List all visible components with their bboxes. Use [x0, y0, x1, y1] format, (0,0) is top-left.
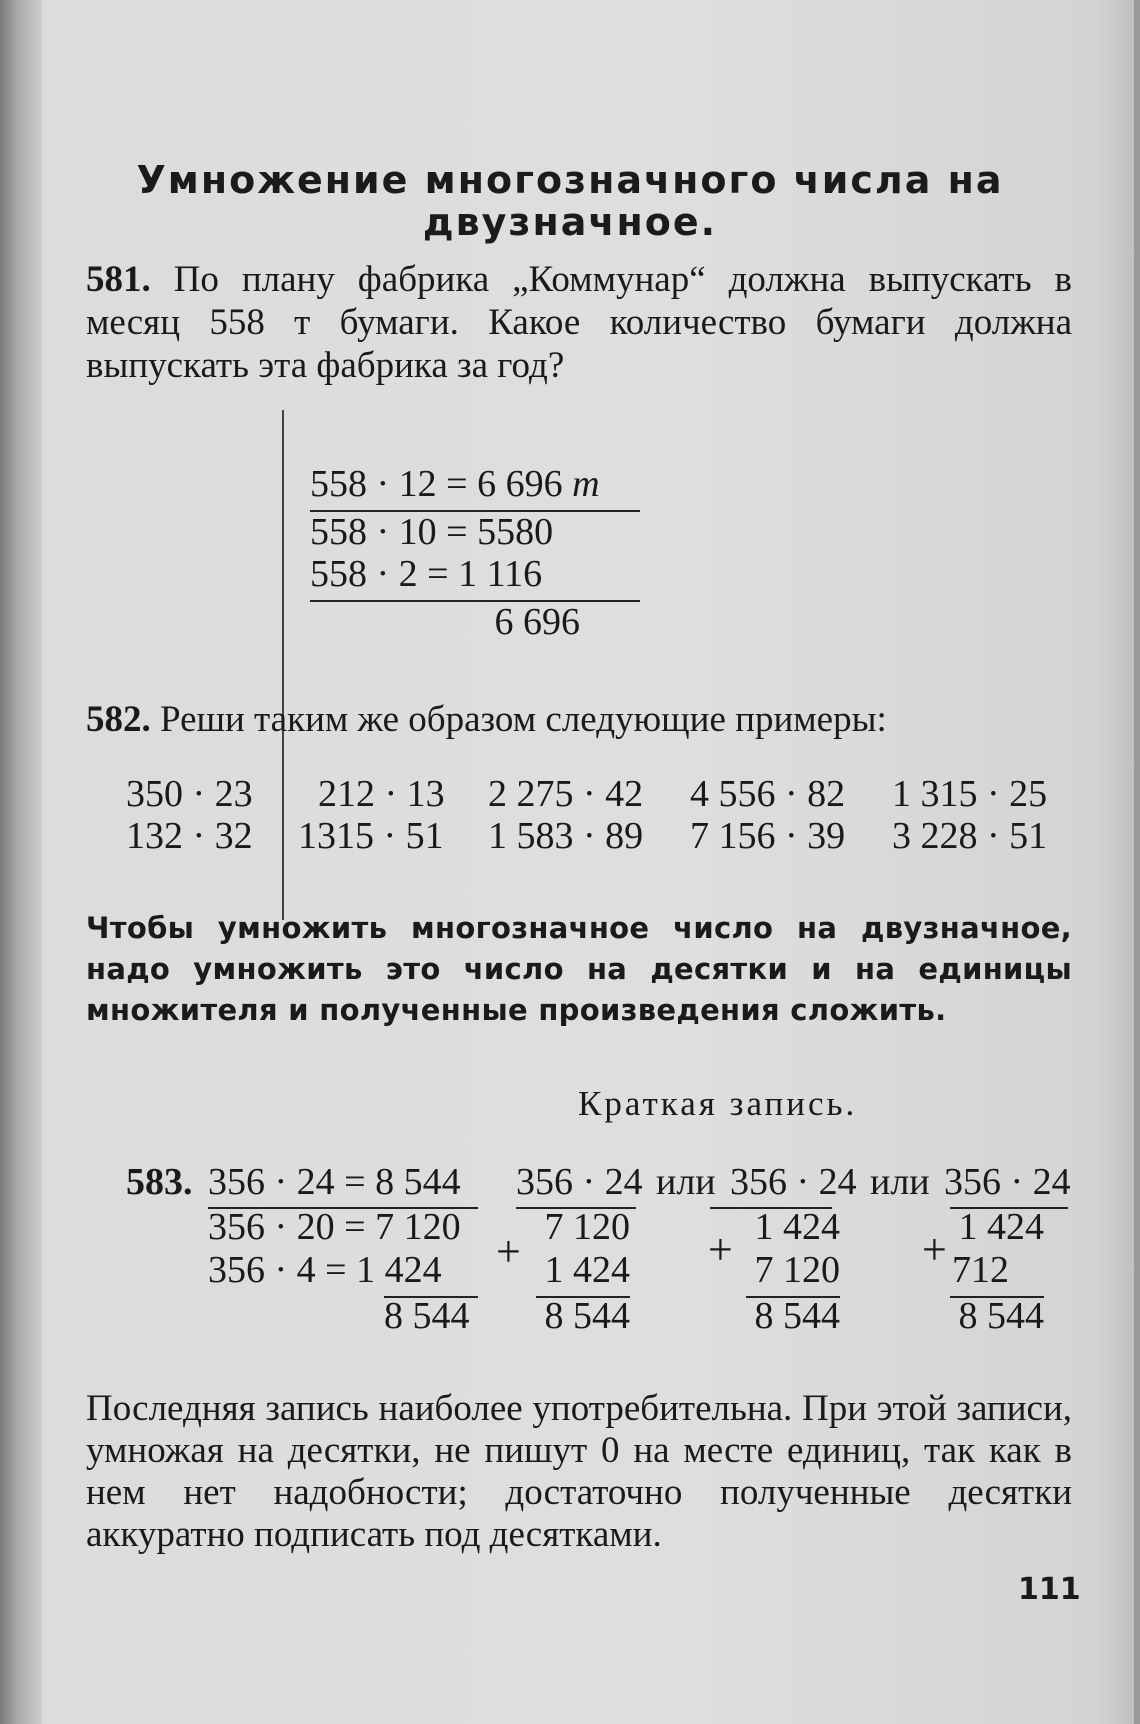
or-word: или [656, 1161, 716, 1203]
col2-head: 356 · 24 [516, 1161, 643, 1203]
problem-581 [86, 258, 1072, 387]
or-word: или [870, 1161, 930, 1203]
problem-number: 582. [86, 699, 151, 740]
calc-unit: т [572, 463, 600, 505]
plus-sign: + [708, 1225, 733, 1274]
calc-line2: 558 · 10 = 5580 [310, 511, 554, 553]
problem-number: 581. [86, 259, 151, 300]
section-title-line1: Умножение многозначного числа на [136, 158, 1004, 202]
calc-line1 [310, 462, 600, 506]
problem-582 [86, 698, 1072, 741]
example: 2 275 · 42 [488, 773, 644, 815]
closing-paragraph: Последняя запись наиболее употребительна. При этой записи, умножая на десятки, не пишут 0 на месте единиц, так как в нем нет надобности; достаточно полученные десятки аккуратно подписать под десятками. [86, 1388, 1072, 1555]
col4-line2: 1 424 [958, 1206, 1044, 1248]
col3-line3: 7 120 [754, 1249, 840, 1291]
col3-line2: 1 424 [754, 1206, 840, 1248]
col3-total: 8 544 [754, 1295, 840, 1337]
problem-text: По плану фабрика „Коммунар“ должна выпускать в месяц 558 т бумаги. Какое количество бумаги должна выпускать эта фабрика за год? [86, 259, 1073, 386]
col1-line2: 356 · 20 = 7 120 [208, 1206, 461, 1248]
col2-total: 8 544 [544, 1295, 630, 1337]
example: 1 583 · 89 [488, 815, 644, 857]
example: 350 · 23 [126, 773, 253, 815]
example: 132 · 32 [126, 815, 253, 857]
col3-head: 356 · 24 [730, 1161, 857, 1203]
problem-number: 583. [126, 1161, 193, 1203]
page-binding-shadow [0, 0, 42, 1724]
example: 3 228 · 51 [892, 815, 1048, 857]
calc-line3: 558 · 2 = 1 116 [310, 553, 543, 595]
col2-line2: 7 120 [544, 1206, 630, 1248]
margin-pencil-mark [282, 410, 284, 920]
page-right-edge [1134, 0, 1140, 1724]
rule-statement: Чтобы умножить многозначное число на двузначное, надо умножить это число на десятки и на единицы множителя и полученные произведения сложить. [86, 911, 1072, 1027]
col4-total: 8 544 [958, 1295, 1044, 1337]
calc-total: 6 696 [494, 601, 580, 643]
plus-sign: + [496, 1227, 521, 1276]
col2-line3: 1 424 [544, 1249, 630, 1291]
plus-sign: + [922, 1225, 947, 1274]
col4-head: 356 · 24 [944, 1161, 1071, 1203]
section-title-line2: двузначное. [422, 200, 718, 244]
calc-line1-text: 558 · 12 = 6 696 [310, 463, 563, 505]
short-record-title: Краткая запись. [578, 1084, 858, 1123]
page-number: 111 [1018, 1572, 1081, 1607]
problem-text: Реши таким же образом следующие примеры: [160, 699, 887, 740]
col1-head: 356 · 24 = 8 544 [208, 1161, 461, 1203]
col1-total: 8 544 [384, 1295, 470, 1337]
col1-line3: 356 · 4 = 1 424 [208, 1249, 442, 1291]
col4-line3: 712 [952, 1249, 1009, 1291]
example: 4 556 · 82 [690, 773, 846, 815]
example: 212 · 13 [318, 773, 445, 815]
example: 7 156 · 39 [690, 815, 846, 857]
example: 1315 · 51 [298, 815, 444, 857]
example: 1 315 · 25 [892, 773, 1048, 815]
